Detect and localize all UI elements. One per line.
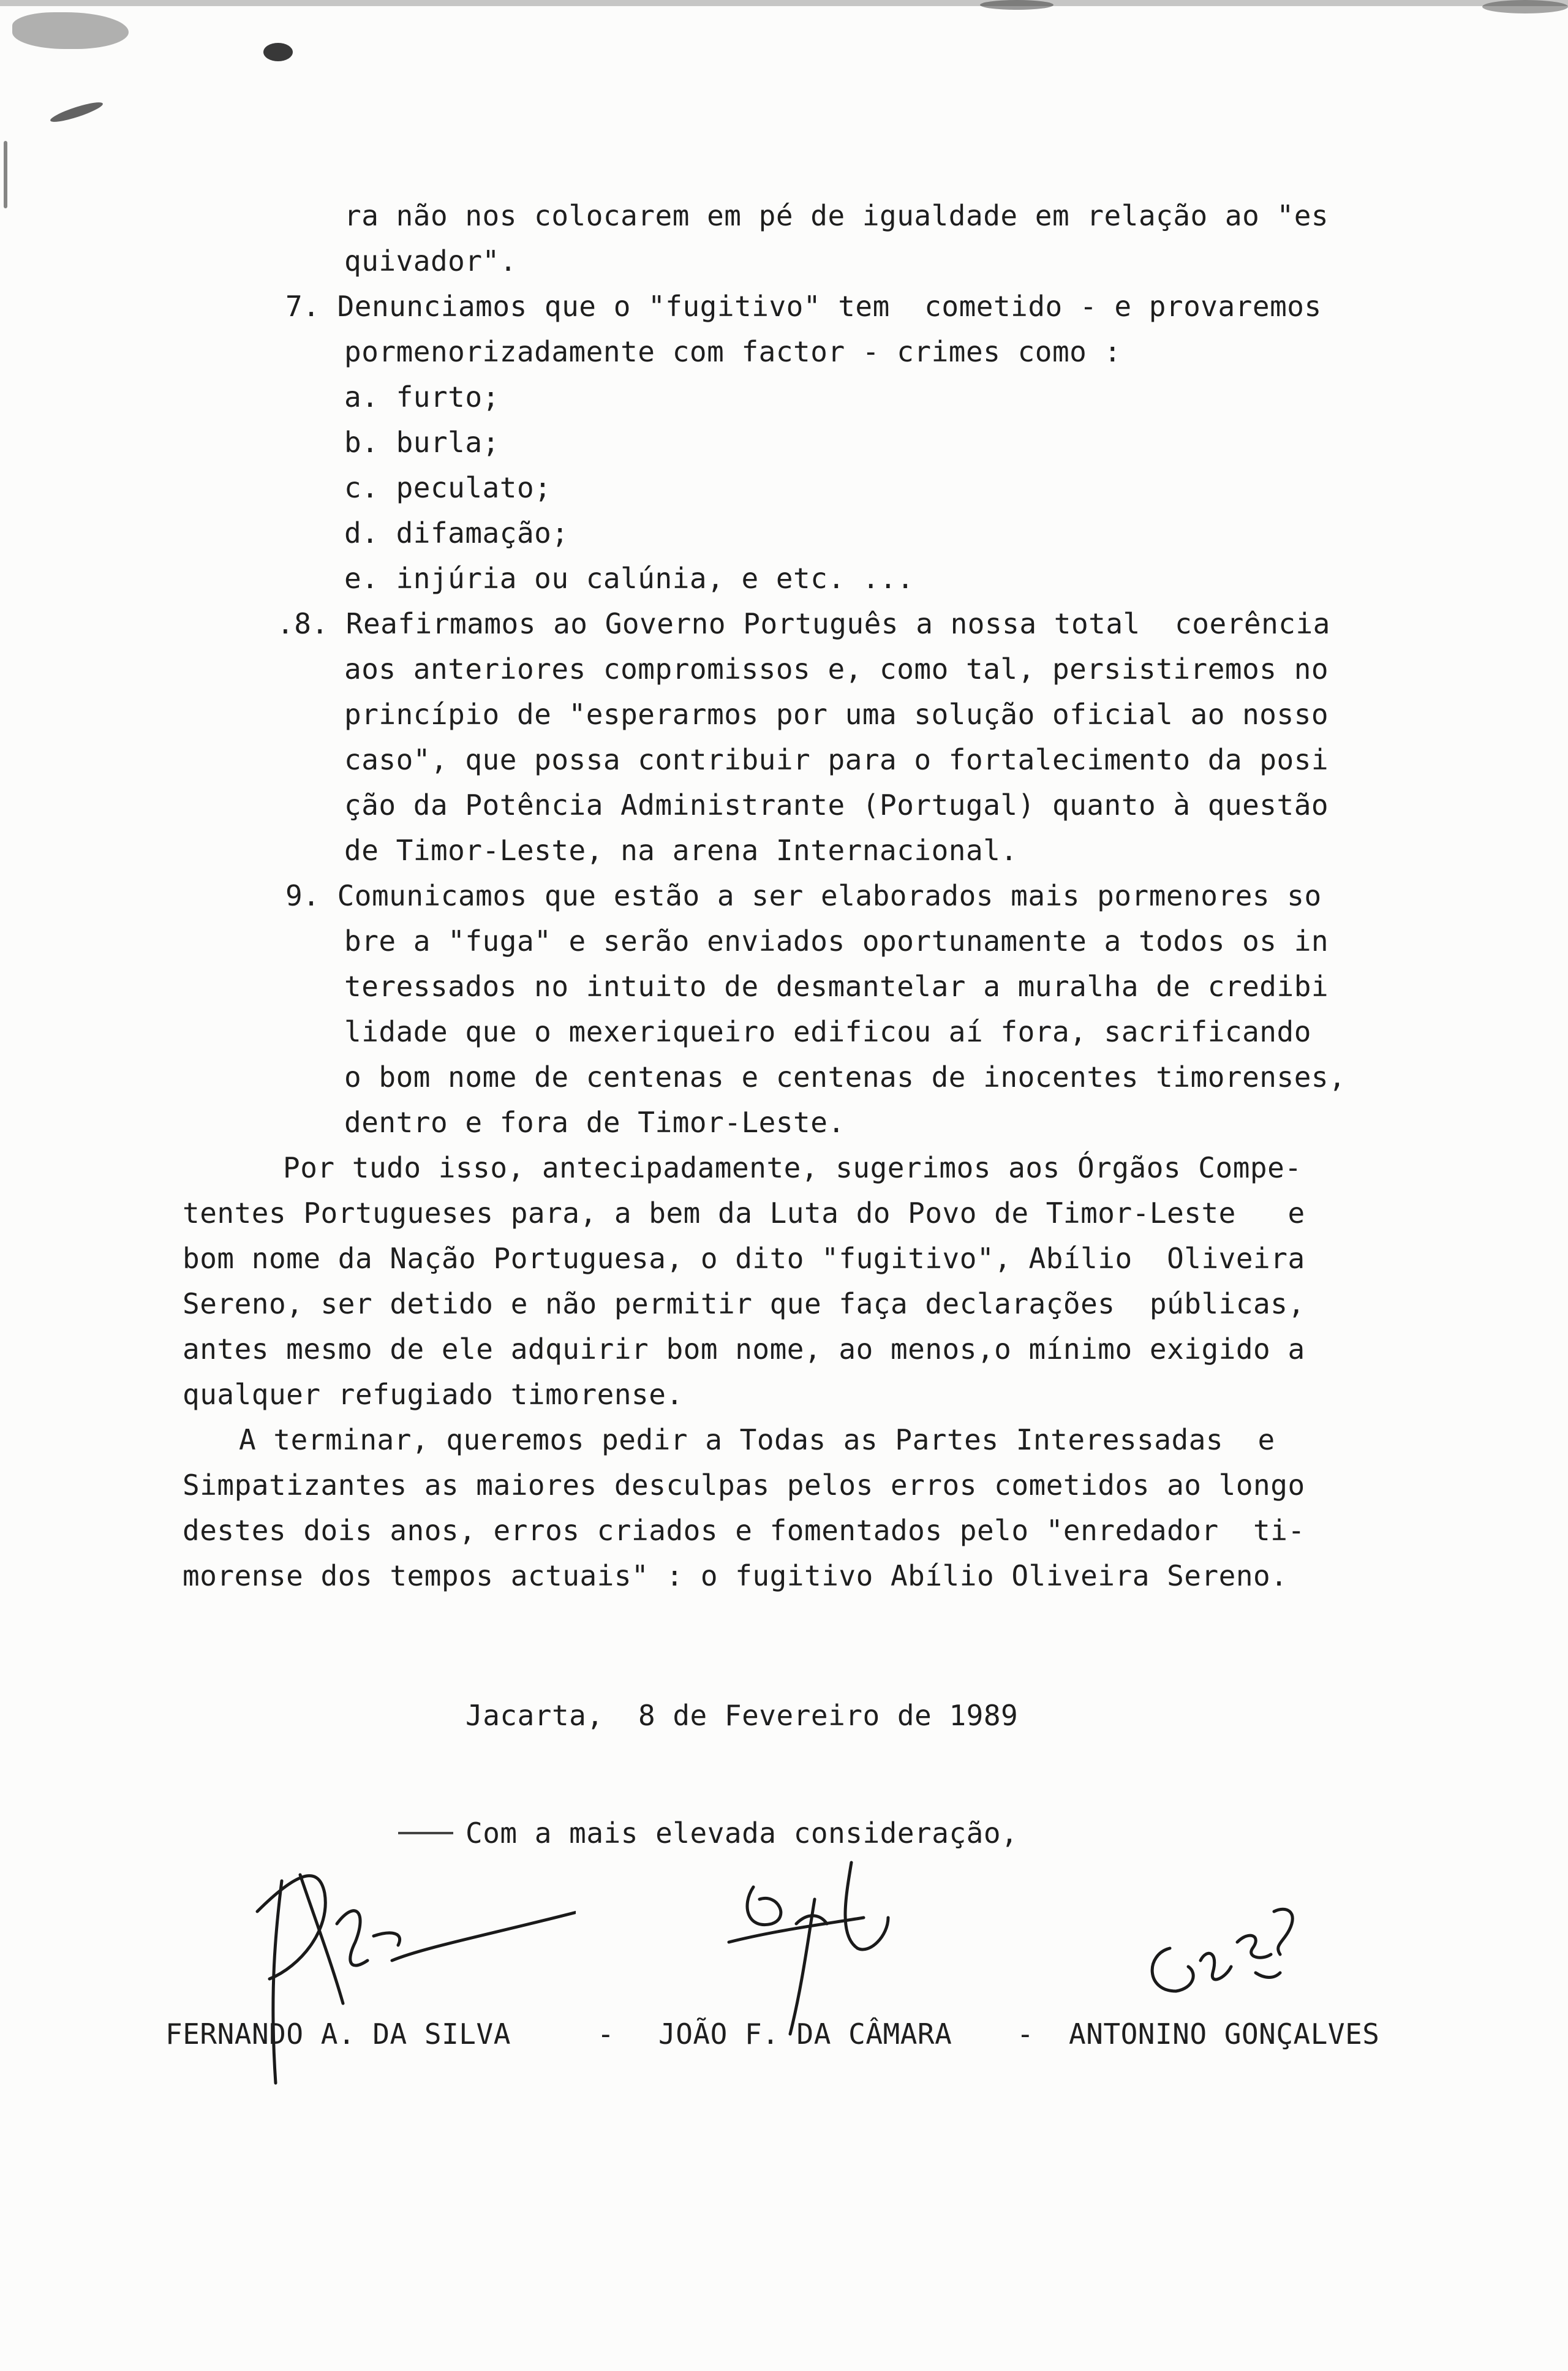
text-line: a. furto; [344,380,500,414]
text-line: d. difamação; [344,516,569,550]
text-line: teressados no intuito de desmantelar a muralha de credibi [344,970,1329,1003]
closing-line [398,1832,453,1834]
text-line: .8. Reafirmamos ao Governo Português a nossa total coerência [277,607,1330,640]
text-line: b. burla; [344,426,500,459]
text-line: e. injúria ou calúnia, e etc. ... [344,562,914,595]
signatory-separator: - [1017,2017,1035,2051]
signatory-name: FERNANDO A. DA SILVA [165,2017,511,2051]
scan-smudge [49,99,105,125]
text-line: lidade que o mexeriqueiro edificou aí fora, sacrificando [344,1015,1311,1048]
text-line: pormenorizadamente com factor - crimes como : [344,335,1121,368]
signatory-name: JOÃO F. DA CÂMARA [658,2017,952,2051]
text-line: dentro e fora de Timor-Leste. [344,1106,845,1139]
text-line: caso", que possa contribuir para o fortalecimento da posi [344,743,1329,776]
text-line: qualquer refugiado timorense. [183,1378,684,1411]
text-line: antes mesmo de ele adquirir bom nome, ao menos,o mínimo exigido a [183,1333,1305,1366]
text-line: 9. Comunicamos que estão a ser elaborados mais pormenores so [285,879,1322,912]
text-line: 7. Denunciamos que o "fugitivo" tem cometido - e provaremos [285,290,1322,323]
text-line: Por tudo isso, antecipadamente, sugerimos aos Órgãos Compe- [283,1151,1302,1184]
scan-smudge [263,43,293,61]
signature-fernando [208,1838,576,2095]
text-line: Simpatizantes as maiores desculpas pelos erros cometidos ao longo [183,1469,1305,1502]
text-line: de Timor-Leste, na arena Internacional. [344,834,1018,867]
text-line: quivador". [344,244,517,278]
text-line: o bom nome de centenas e centenas de inocentes timorenses, [344,1061,1346,1094]
signature-antonino [1133,1887,1317,2034]
text-line: A terminar, queremos pedir a Todas as Partes Interessadas e [239,1423,1275,1456]
text-line: ção da Potência Administrante (Portugal) quanto à questão [344,788,1329,822]
place-date: Jacarta, 8 de Fevereiro de 1989 [466,1699,1019,1732]
scan-smudge [980,0,1054,10]
scan-smudge [0,0,1568,6]
text-line: bre a "fuga" e serão enviados oportunamente a todos os in [344,925,1329,958]
text-line: ra não nos colocarem em pé de igualdade em relação ao "es [344,199,1329,232]
text-line: morense dos tempos actuais" : o fugitivo Abílio Oliveira Sereno. [183,1559,1288,1592]
signatory-name: ANTONINO GONÇALVES [1069,2017,1380,2051]
scan-smudge [1482,0,1568,13]
closing-text: Com a mais elevada consideração, [466,1817,1019,1850]
text-line: aos anteriores compromissos e, como tal, persistiremos no [344,652,1329,686]
text-line: c. peculato; [344,471,552,504]
text-line: bom nome da Nação Portuguesa, o dito "fugitivo", Abílio Oliveira [183,1242,1305,1275]
scan-smudge [4,141,7,208]
scan-smudge [12,12,129,49]
text-line: princípio de "esperarmos por uma solução oficial ao nosso [344,698,1329,731]
text-line: tentes Portugueses para, a bem da Luta do Povo de Timor-Leste e [183,1197,1305,1230]
signatory-separator: - [597,2017,615,2051]
text-line: destes dois anos, erros criados e fomentados pelo "enredador ti- [183,1514,1305,1547]
text-line: Sereno, ser detido e não permitir que faça declarações públicas, [183,1287,1305,1320]
